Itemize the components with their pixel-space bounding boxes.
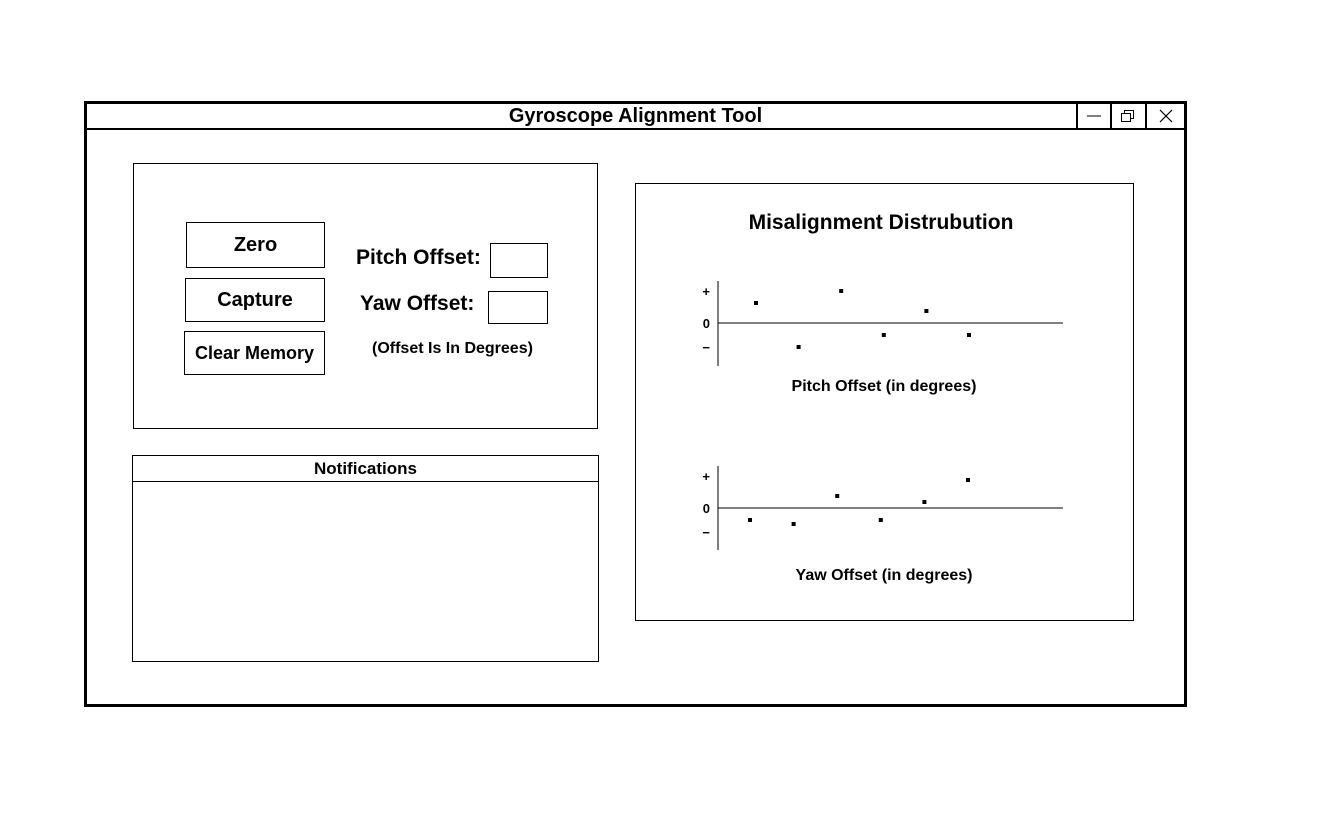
pitch-tick-label: + — [702, 284, 710, 299]
restore-button[interactable] — [1110, 104, 1143, 128]
notifications-title: Notifications — [133, 456, 598, 482]
units-note: (Offset Is In Degrees) — [372, 340, 533, 357]
pitch-data-point — [882, 333, 886, 337]
yaw-offset-label: Yaw Offset: — [360, 292, 475, 315]
pitch-data-point — [924, 309, 928, 313]
minimize-button[interactable] — [1076, 104, 1109, 128]
yaw-data-point — [792, 522, 796, 526]
close-button[interactable] — [1145, 104, 1184, 128]
notifications-panel — [132, 455, 599, 662]
clear-memory-button[interactable]: Clear Memory — [184, 331, 325, 375]
notifications-list[interactable] — [133, 482, 598, 661]
window-title: Gyroscope Alignment Tool — [508, 105, 763, 127]
yaw-data-point — [879, 518, 883, 522]
controls-panel — [133, 163, 598, 429]
yaw-data-point — [748, 518, 752, 522]
pitch-data-point — [754, 301, 758, 305]
yaw-offset-field[interactable] — [488, 291, 548, 324]
yaw-tick-label: − — [702, 525, 710, 540]
yaw-data-point — [922, 500, 926, 504]
pitch-tick-label: − — [702, 340, 710, 355]
pitch-offset-field[interactable] — [490, 243, 548, 278]
pitch-axis-label: Pitch Offset (in degrees) — [791, 378, 977, 395]
title-bar — [87, 104, 1184, 130]
minimize-icon — [1085, 110, 1103, 122]
app-window — [84, 101, 1187, 707]
misalignment-chart-panel — [635, 183, 1134, 621]
chart-title: Misalignment Distrubution — [748, 211, 1014, 234]
yaw-axis-label: Yaw Offset (in degrees) — [795, 567, 973, 584]
pitch-data-point — [797, 345, 801, 349]
pitch-data-point — [967, 333, 971, 337]
yaw-tick-label: 0 — [702, 501, 710, 516]
yaw-data-point — [835, 494, 839, 498]
misalignment-charts — [636, 184, 1133, 620]
restore-icon — [1120, 109, 1136, 123]
close-icon — [1158, 108, 1174, 124]
pitch-tick-label: 0 — [702, 316, 710, 331]
yaw-data-point — [966, 478, 970, 482]
yaw-tick-label: + — [702, 469, 710, 484]
pitch-data-point — [839, 289, 843, 293]
pitch-offset-label: Pitch Offset: — [356, 246, 481, 269]
zero-button[interactable]: Zero — [186, 222, 325, 268]
capture-button[interactable]: Capture — [185, 278, 325, 322]
